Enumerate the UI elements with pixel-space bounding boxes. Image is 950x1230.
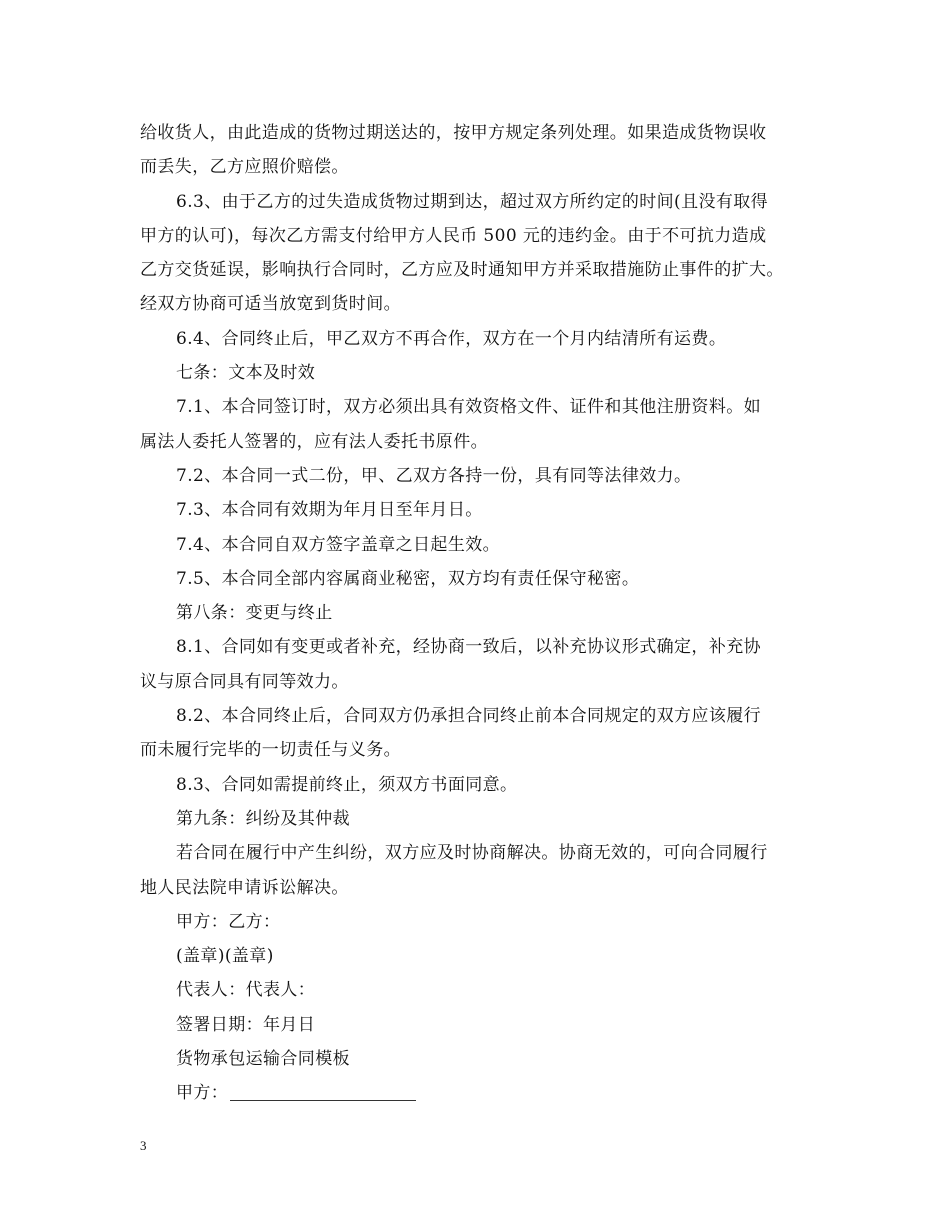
party-a-label: 甲方：: [176, 1083, 229, 1104]
text-line: 而丢失，乙方应照价赔偿。: [140, 157, 349, 178]
text-line: 乙方交货延误，影响执行合同时，乙方应及时通知甲方并采取措施防止事件的扩大。: [140, 260, 784, 281]
party-labels: 甲方：乙方：: [176, 911, 281, 932]
clause-7-4: 7.4、本合同自双方签字盖章之日起生效。: [176, 534, 501, 555]
clause-7-5: 7.5、本合同全部内容属商业秘密，双方均有责任保守秘密。: [176, 568, 640, 589]
clause-7-1: 7.1、本合同签订时，双方必须出具有效资格文件、证件和其他注册资料。如: [176, 397, 762, 418]
seal-labels: (盖章)(盖章): [176, 946, 274, 967]
party-a-blank: [230, 1099, 416, 1101]
clause-7-2: 7.2、本合同一式二份，甲、乙双方各持一份，具有同等法律效力。: [176, 465, 692, 486]
clause-6-4: 6.4、合同终止后，甲乙双方不再合作，双方在一个月内结清所有运费。: [176, 328, 727, 349]
text-line: 而未履行完毕的一切责任与义务。: [140, 740, 401, 761]
clause-8-2: 8.2、本合同终止后，合同双方仍承担合同终止前本合同规定的双方应该履行: [176, 706, 762, 727]
text-line: 地人民法院申请诉讼解决。: [140, 877, 349, 898]
clause-6-3: 6.3、由于乙方的过失造成货物过期到达，超过双方所约定的时间(且没有取得: [176, 191, 769, 212]
section-heading-9: 第九条：纠纷及其仲裁: [176, 808, 350, 829]
text-line: 给收货人，由此造成的货物过期送达的，按甲方规定条列处理。如果造成货物误收: [140, 123, 767, 143]
clause-8-1: 8.1、合同如有变更或者补充，经协商一致后，以补充协议形式确定，补充协: [176, 637, 762, 658]
clause-7-3: 7.3、本合同有效期为年月日至年月日。: [176, 500, 483, 521]
text-line: 属法人委托人签署的，应有法人委托书原件。: [140, 431, 488, 452]
text-line: 经双方协商可适当放宽到货时间。: [140, 294, 401, 315]
page-number: 3: [140, 1138, 147, 1153]
document-body: [140, 116, 820, 1111]
dispute-paragraph: 若合同在履行中产生纠纷，双方应及时协商解决。协商无效的，可向合同履行: [176, 843, 768, 864]
representative-labels: 代表人：代表人：: [176, 980, 316, 1001]
text-line: 甲方的认可)，每次乙方需支付给甲方人民币 500 元的违约金。由于不可抗力造成: [140, 225, 767, 246]
section-heading-7: 七条：文本及时效: [176, 363, 316, 384]
text-line: 议与原合同具有同等效力。: [140, 671, 349, 692]
signing-date-label: 签署日期：年月日: [176, 1014, 316, 1035]
section-heading-8: 第八条：变更与终止: [176, 603, 333, 624]
clause-8-3: 8.3、合同如需提前终止，须双方书面同意。: [176, 774, 518, 795]
template-title: 货物承包运输合同模板: [176, 1049, 350, 1070]
party-a-line: [140, 1076, 820, 1110]
